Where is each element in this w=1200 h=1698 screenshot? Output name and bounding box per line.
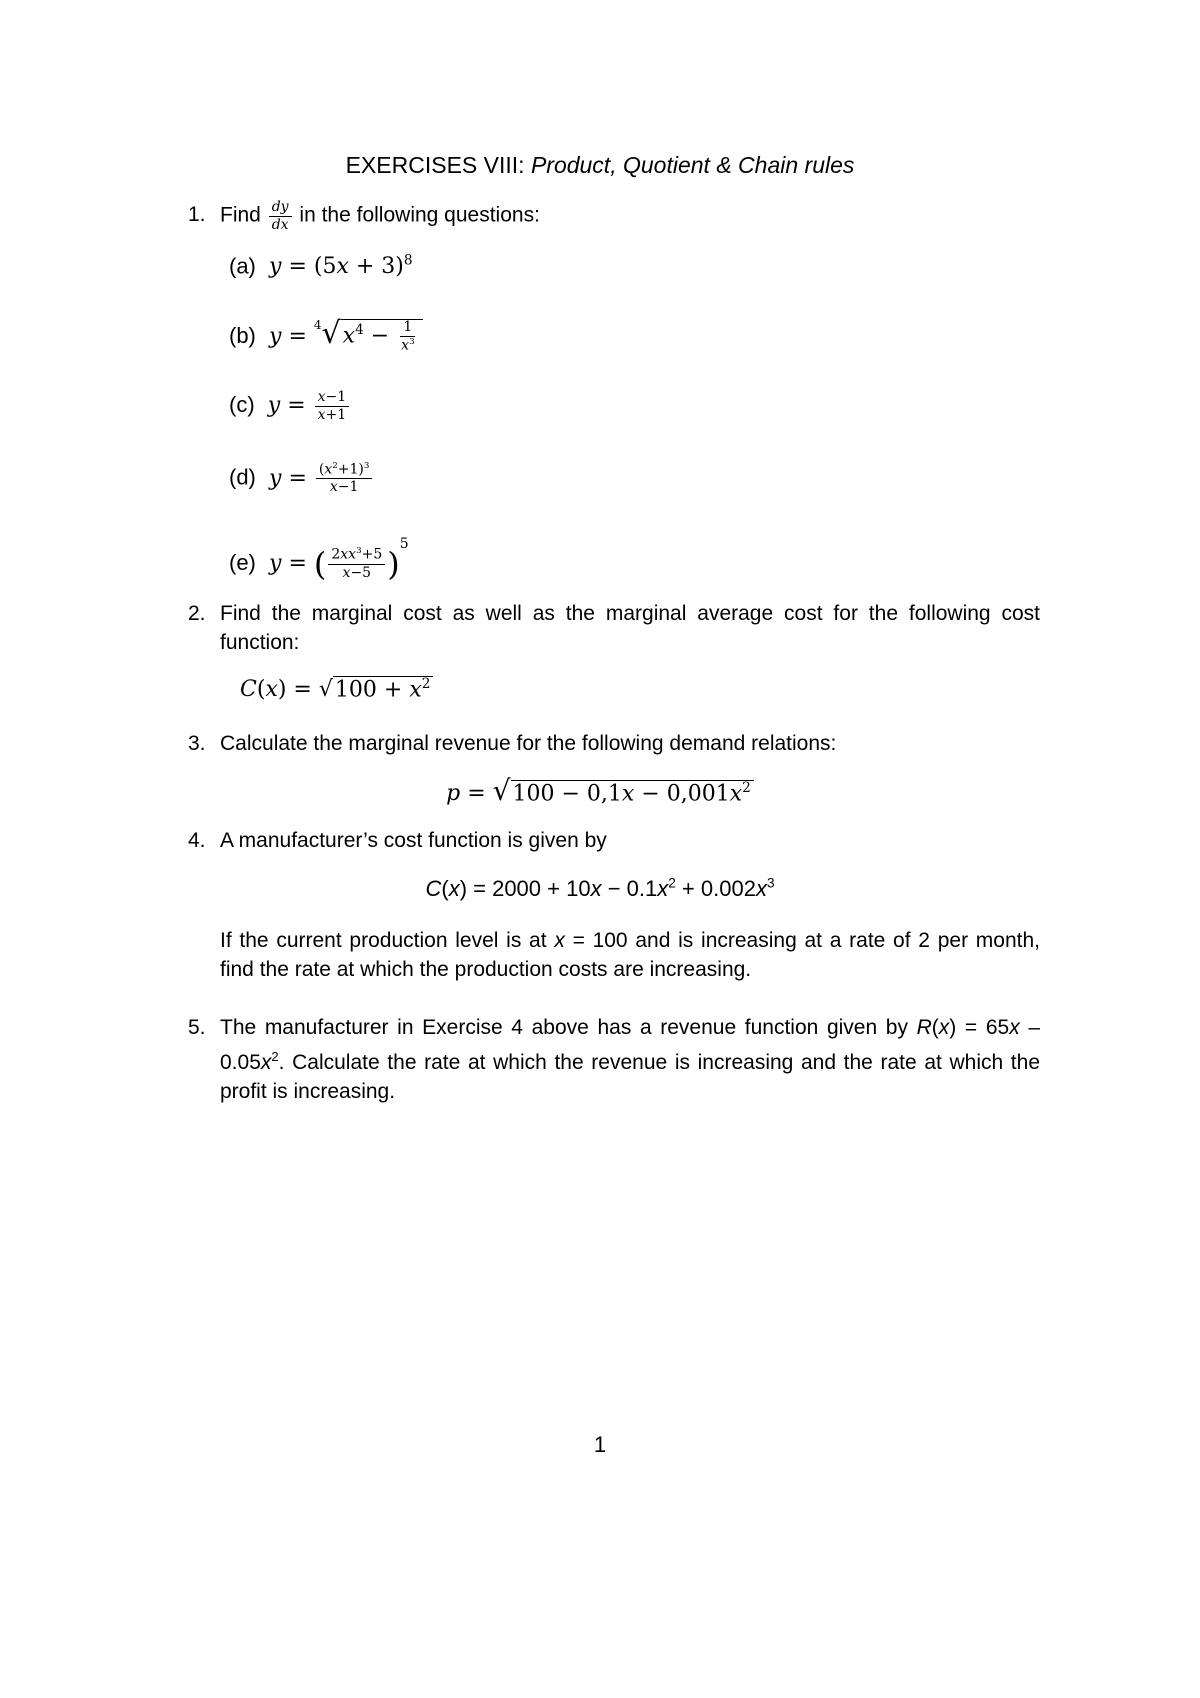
title-subtitle: Product, Quotient & Chain rules — [530, 152, 855, 178]
equation-1a: $y = (5x + 3)^8$ — [262, 253, 413, 280]
title-main: EXERCISES VIII: — [345, 152, 525, 178]
question-1-number: 1. — [188, 203, 206, 226]
question-5-number: 5. — [188, 1016, 206, 1039]
question-3-text: Calculate the marginal revenue for the following demand relations: — [220, 732, 837, 755]
question-4-paragraph: If the current production level is at x = 100 and is increasing at a rate of 2 per month, find the rate at which the production costs are increasing. — [220, 929, 1041, 981]
equation-1c: y = $\frac{x-1}{x+1}$ — [261, 393, 351, 418]
part-label: (c) — [229, 392, 255, 418]
question-1c — [229, 390, 351, 422]
question-1b — [229, 316, 423, 354]
question-4-number: 4. — [188, 829, 206, 852]
equation-1b: $y = ^4√x^4$ − $\frac{1}{x^3}$ — [262, 324, 423, 349]
question-1-text: Find $\frac{dy}{dx}$ in the following questions: — [220, 199, 540, 233]
question-1d — [229, 462, 374, 495]
question-4-text: A manufacturer’s cost function is given by — [220, 829, 607, 852]
equation-4: $C(x) = 2000 + 10x - 0.1x^2 + 0.002x^3$ — [425, 876, 775, 902]
question-3-number: 3. — [188, 732, 206, 755]
equation-2: $C(x) = √100 + x^2$ — [240, 676, 433, 703]
question-2-text: Find the marginal cost as well as the marginal average cost for the following cost function: — [220, 602, 1040, 654]
part-label: (e) — [229, 550, 256, 575]
part-label: (d) — [229, 464, 256, 490]
question-5-text: The manufacturer in Exercise 4 above has a revenue function given by R(x) = 65x $-0.05x^2$. Calculate the rate at which the revenue is increasing and the rate at which the profit is increasing. — [220, 1016, 1041, 1103]
equation-1e: y = ( $\frac{2xx^3+5}{x-5}$ )$^5$ — [262, 536, 409, 583]
page-title — [0, 150, 1200, 180]
part-label: (a) — [229, 253, 256, 279]
dy-dx-fraction: $\frac{dy}{dx}$ — [269, 200, 292, 232]
question-2-number: 2. — [188, 602, 206, 625]
question-1a — [229, 253, 413, 279]
equation-1d: y = $\frac{(x^2+1)^3}{x-1}$ — [262, 466, 374, 491]
question-1e — [229, 536, 409, 583]
part-label: (b) — [229, 323, 256, 348]
page-number: 1 — [593, 1432, 607, 1457]
equation-3: $p = √100 - 0,1x - 0,001x^2$ — [0, 774, 1200, 807]
